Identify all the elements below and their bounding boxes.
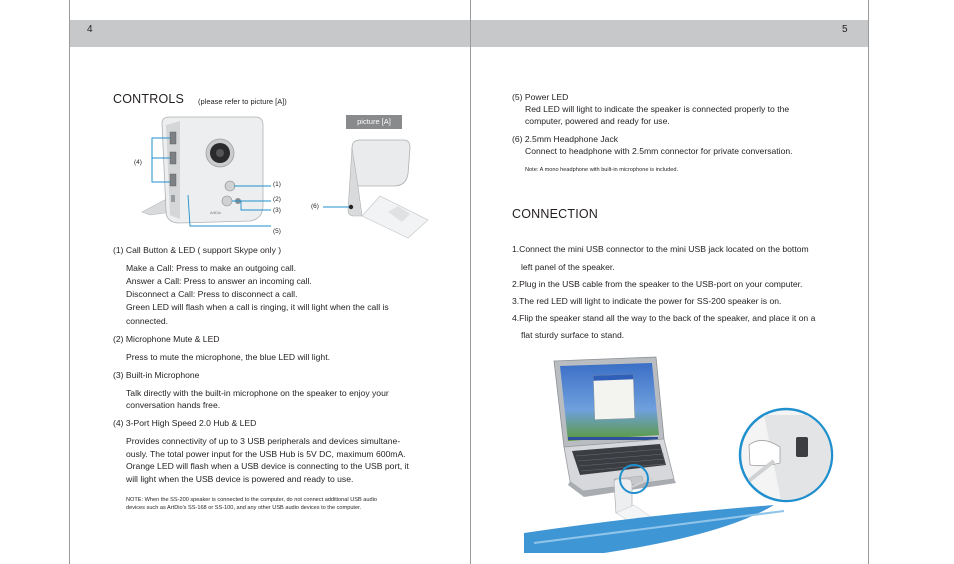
section-1-line-4: Green LED will flash when a call is ringing, it will light when the call is	[126, 302, 389, 312]
step-4-cont: flat sturdy surface to stand.	[521, 330, 625, 340]
section-2-line-1: Press to mute the microphone, the blue LED will light.	[126, 352, 330, 362]
picture-a-label: picture [A]	[346, 115, 402, 129]
page-border	[69, 0, 70, 564]
section-5-line-1: Red LED will light to indicate the speaker is connected properly to the	[525, 104, 790, 114]
speaker-side-illustration	[318, 134, 438, 242]
controls-heading: CONTROLS	[113, 92, 185, 106]
left-page	[0, 0, 470, 564]
callout-5: (5)	[273, 228, 281, 235]
page-border	[470, 0, 471, 564]
header-band	[470, 20, 868, 47]
step-1-cont: left panel of the speaker.	[521, 262, 615, 272]
section-4-line-3: Orange LED will flash when a USB device is connecting to the USB port, it	[126, 461, 409, 471]
section-3-line-1: Talk directly with the built-in microphone on the speaker to enjoy your	[126, 388, 389, 398]
callout-3: (3)	[273, 207, 281, 214]
section-4-line-1: Provides connectivity of up to 3 USB peripherals and devices simultane-	[126, 436, 401, 446]
step-2: 2.Plug in the USB cable from the speaker to the USB-port on your computer.	[512, 279, 803, 289]
speaker-front-illustration	[130, 115, 290, 240]
step-4: 4.Flip the speaker stand all the way to the back of the speaker, and place it on a	[512, 313, 816, 323]
section-4-line-4: will light when the USB device is powered and ready to use.	[126, 474, 354, 484]
section-2-title: (2) Microphone Mute & LED	[113, 334, 220, 344]
section-4-title: (4) 3-Port High Speed 2.0 Hub & LED	[113, 418, 257, 428]
section-3-title: (3) Built-in Microphone	[113, 370, 200, 380]
section-6-line-1: Connect to headphone with 2.5mm connector for private conversation.	[525, 146, 793, 156]
svg-text:ArtDio: ArtDio	[210, 210, 222, 215]
page-number: 4	[87, 24, 93, 35]
step-3: 3.The red LED will light to indicate the power for SS-200 speaker is on.	[512, 296, 782, 306]
right-page	[470, 0, 954, 564]
callout-2: (2)	[273, 196, 281, 203]
left-note-line-1: NOTE: When the SS-200 speaker is connected to the computer, do not connect additional USB audio	[126, 497, 377, 503]
section-5-line-2: computer, powered and ready for use.	[525, 116, 670, 126]
left-note-line-2: devices such as ArtDio's SS-168 or SS-100, and any other USB audio devices to the computer.	[126, 505, 362, 511]
headphone-note: Note: A mono headphone with built-in microphone is included.	[525, 167, 678, 173]
section-6-title: (6) 2.5mm Headphone Jack	[512, 134, 619, 144]
section-3-line-2: conversation hands free.	[126, 400, 221, 410]
section-1-line-2: Answer a Call: Press to answer an incoming call.	[126, 276, 312, 286]
callout-1: (1)	[273, 181, 281, 188]
section-1-line-5: connected.	[126, 316, 169, 326]
connection-heading: CONNECTION	[512, 207, 599, 221]
section-1-line-3: Disconnect a Call: Press to disconnect a call.	[126, 289, 298, 299]
step-1: 1.Connect the mini USB connector to the mini USB jack located on the bottom	[512, 244, 809, 254]
callout-4: (4)	[134, 159, 142, 166]
callout-6: (6)	[311, 203, 319, 210]
laptop-connection-illustration	[524, 355, 854, 555]
picture-reference-note: (please refer to picture [A])	[198, 97, 287, 106]
section-5-title: (5) Power LED	[512, 92, 569, 102]
header-band	[70, 20, 470, 47]
section-1-title: (1) Call Button & LED ( support Skype only )	[113, 245, 282, 255]
section-4-line-2: ously. The total power input for the USB Hub is 5V DC, maximum 600mA.	[126, 449, 406, 459]
page-border-right	[868, 0, 869, 564]
section-1-line-1: Make a Call: Press to make an outgoing call.	[126, 263, 297, 273]
page-number: 5	[842, 24, 848, 35]
